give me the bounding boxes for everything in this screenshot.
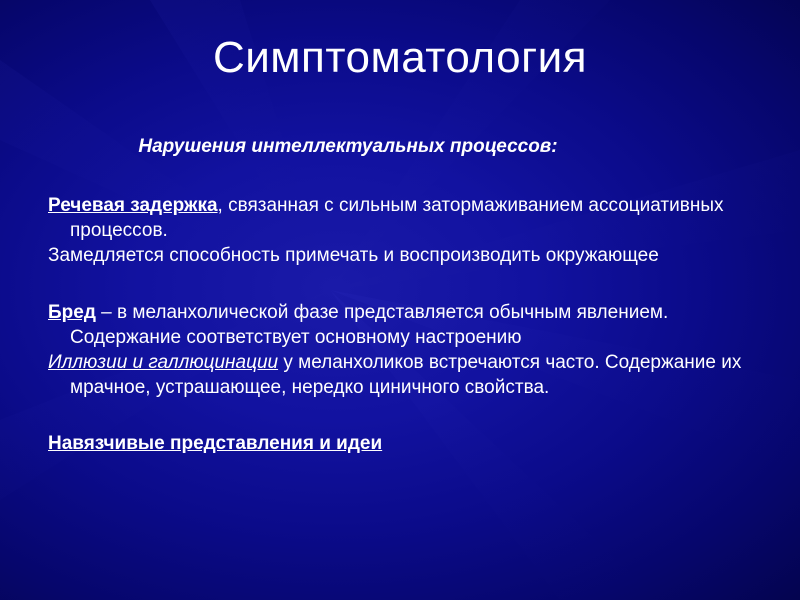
text-delirium: – в меланхолической фазе представляется обычным явлением. Содержание соответствует основному настроению bbox=[70, 302, 669, 348]
text-perception-slowdown: Замедляется способность примечать и воспроизводить окружающее bbox=[48, 245, 659, 266]
term-obsessions: Навязчивые представления и идеи bbox=[48, 433, 383, 454]
paragraph-illusions bbox=[48, 350, 748, 400]
paragraph-perception-slowdown bbox=[48, 243, 748, 268]
term-illusions: Иллюзии и галлюцинации bbox=[48, 352, 279, 373]
slide-body bbox=[48, 134, 748, 456]
text-speech-delay: , связанная с сильным затормаживанием ассоциативных процессов. bbox=[70, 195, 724, 241]
text-illusions: у меланхоликов встречаются часто. Содержание их мрачное, устрашающее, нередко циничного свойства. bbox=[70, 352, 742, 398]
paragraph-speech-delay bbox=[48, 193, 748, 243]
slide-title: Симптоматология bbox=[212, 33, 588, 82]
paragraph-obsessions bbox=[48, 431, 748, 456]
term-delirium: Бред bbox=[48, 302, 96, 323]
paragraph-delirium bbox=[48, 300, 748, 350]
term-speech-delay: Речевая задержка bbox=[48, 195, 218, 216]
section-subheading: Нарушения интеллектуальных процессов: bbox=[138, 136, 558, 157]
